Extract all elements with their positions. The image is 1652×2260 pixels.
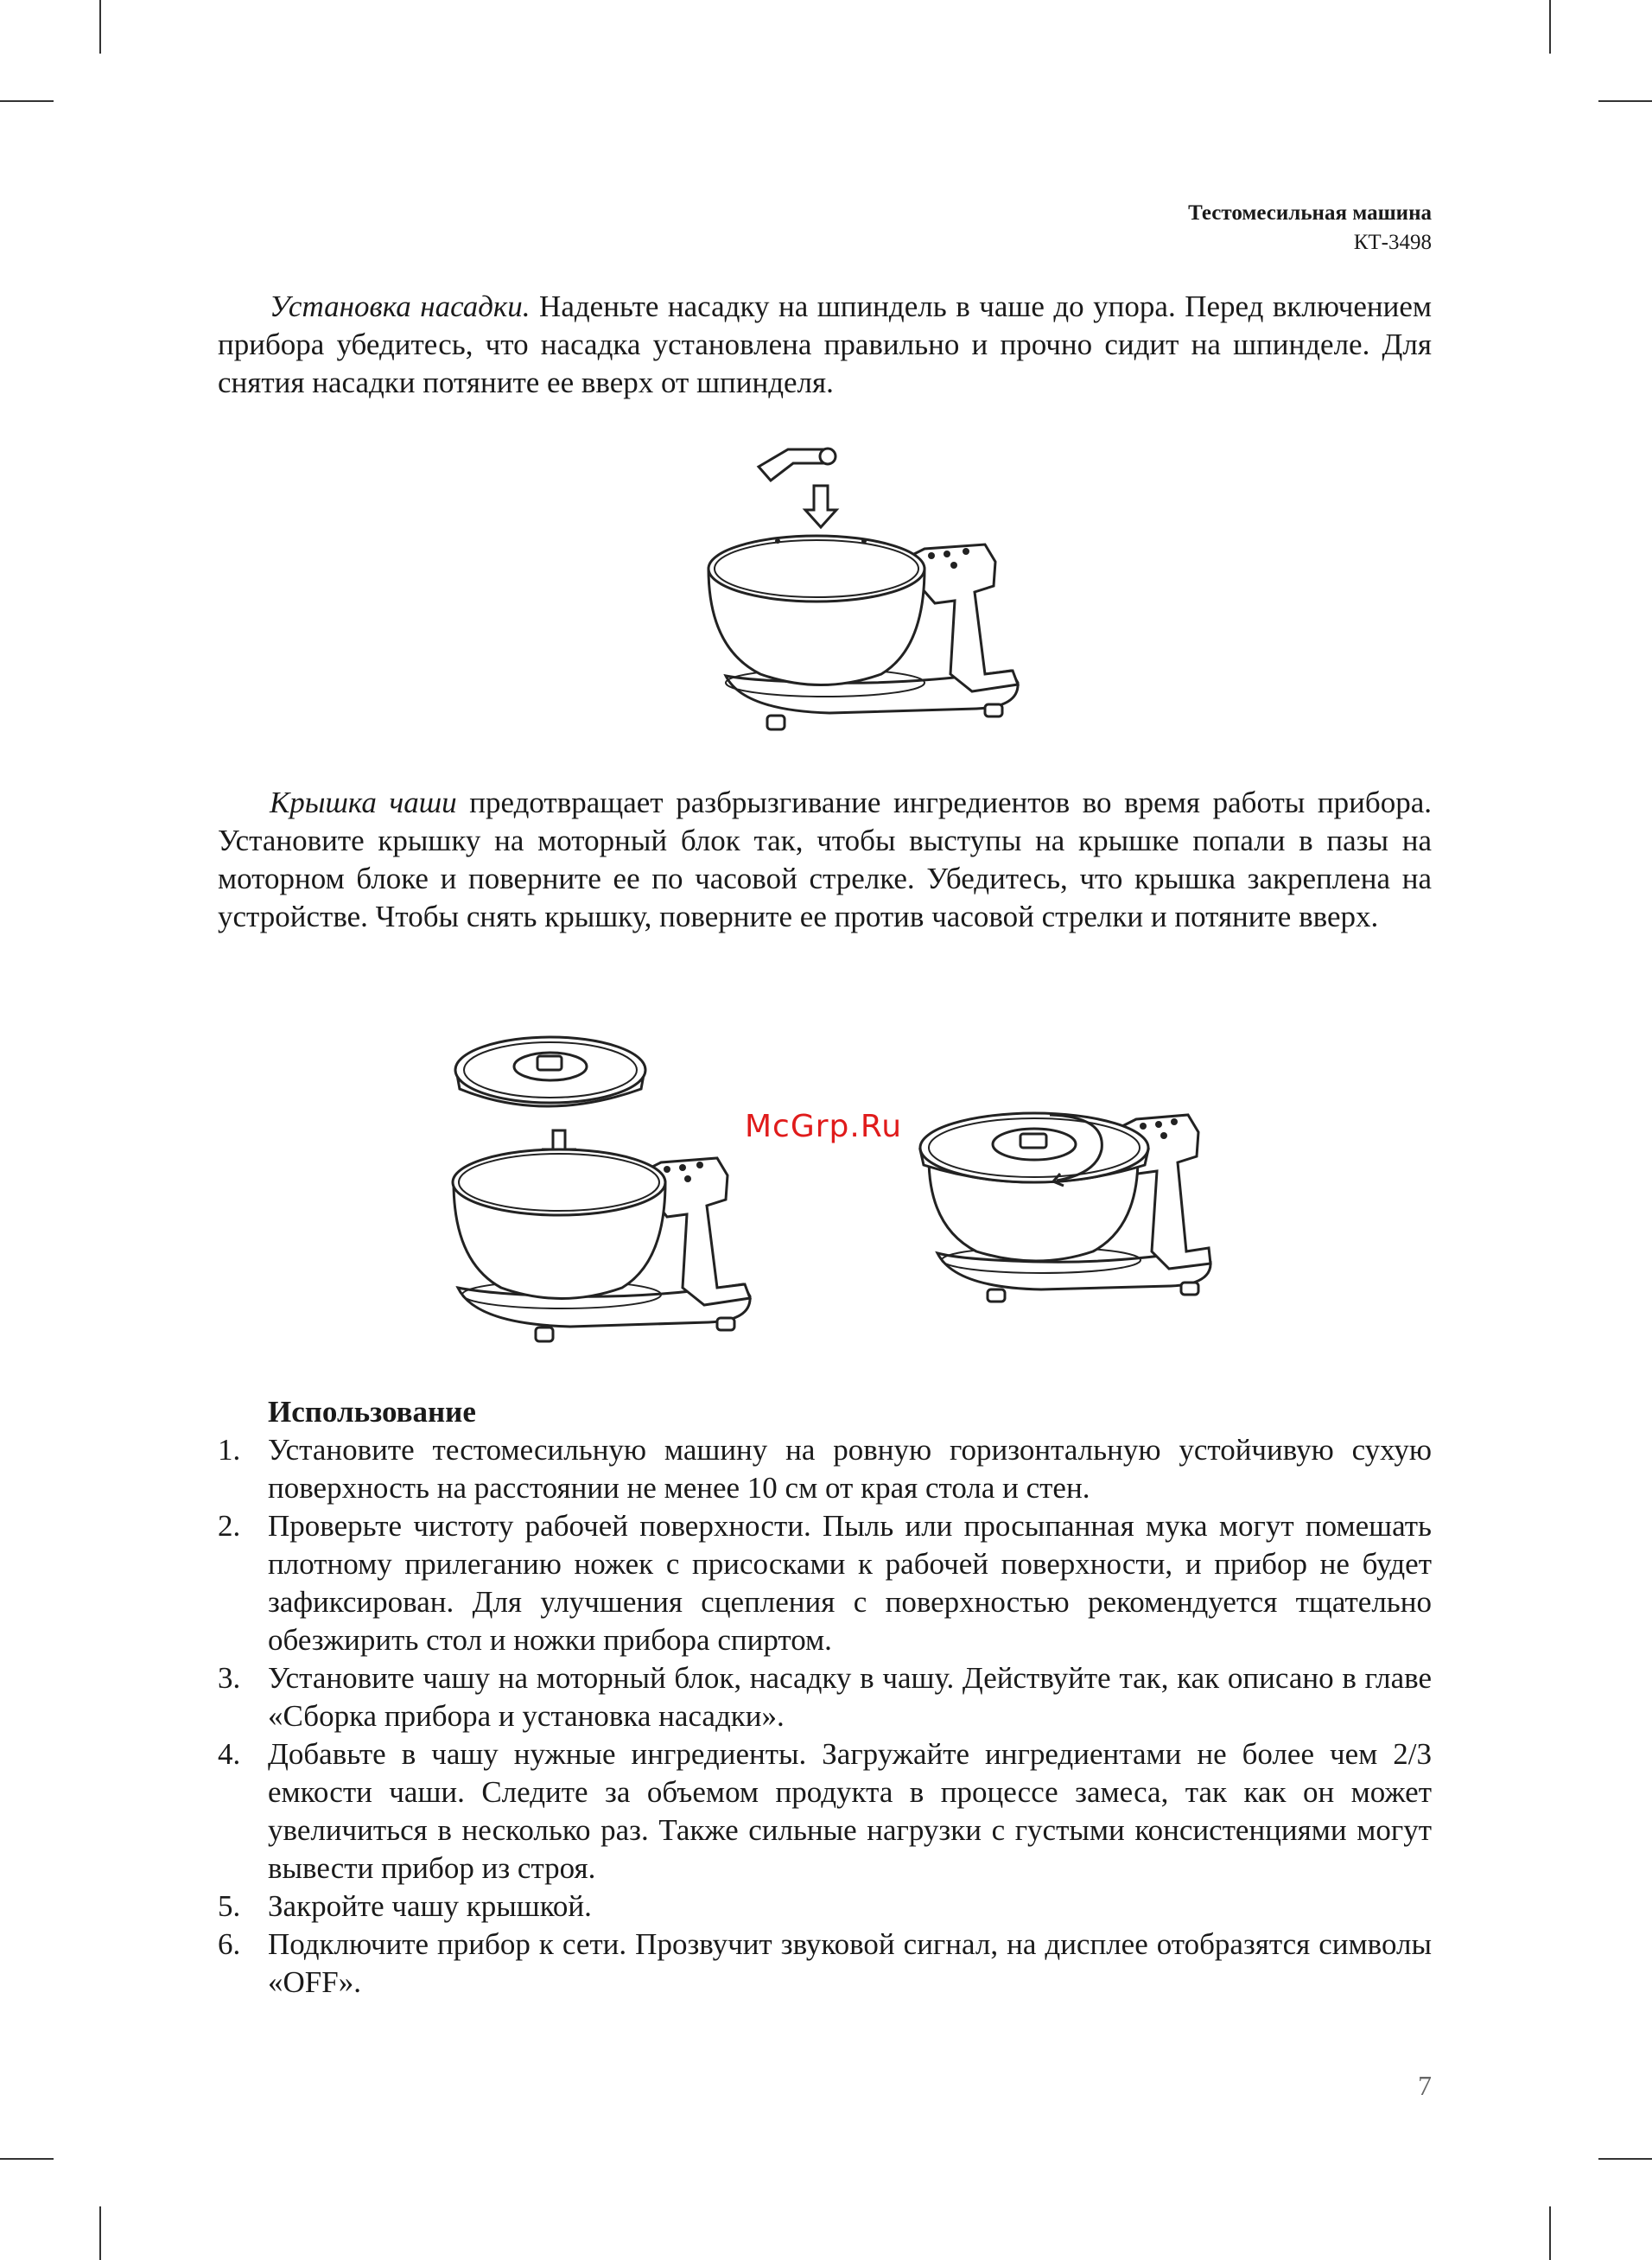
crop-mark [99, 2206, 101, 2260]
header-title: Тестомесильная машина [1188, 201, 1432, 225]
lid-paragraph [218, 784, 1432, 936]
lid-title: Крышка чаши [270, 786, 457, 819]
list-item: 4. Добавьте в чашу нужные ингредиенты. Загружайте ингредиентами не более чем 2/3 емкости чаши. Следите за объемом продукта в процессе замеса, так как он может увеличиться в несколько раз. Также сильные нагрузки с густыми консистенциями могут вывести прибор из строя. [218, 1737, 1432, 1885]
list-item: 5. Закройте чашу крышкой. [218, 1889, 592, 1923]
attachment-install-figure [691, 432, 1037, 752]
usage-list [218, 1431, 1432, 2002]
attachment-title: Установка насадки. [270, 290, 531, 323]
page-number: 7 [1418, 2070, 1432, 2101]
attachment-text: Наденьте насадку на шпиндель в чаше до упора. Перед включением прибора убедитесь, что насадка установлена правильно и прочно сидит на шпинделе. Для снятия насадки потяните ее вверх от шпинделя. [218, 290, 1432, 399]
lid-install-figure [449, 1028, 795, 1366]
crop-mark [0, 2158, 54, 2160]
attachment-paragraph [218, 288, 1432, 402]
list-item: 3. Установите чашу на моторный блок, насадку в чашу. Действуйте так, как описано в главе «Сборка прибора и установка насадки». [218, 1661, 1432, 1733]
page-header [1188, 199, 1432, 258]
crop-mark [99, 0, 101, 54]
crop-mark [0, 100, 54, 102]
crop-mark [1598, 2158, 1652, 2160]
lid-installed-figure [912, 1098, 1240, 1331]
crop-mark [1598, 100, 1652, 102]
watermark: McGrp.Ru [745, 1109, 903, 1144]
usage-heading: Использование [268, 1395, 476, 1429]
crop-mark [1549, 2206, 1551, 2260]
header-model: КТ-3498 [1353, 231, 1432, 254]
list-item: 6. Подключите прибор к сети. Прозвучит звуковой сигнал, на дисплее отобразятся символы «OFF». [218, 1927, 1432, 1999]
crop-mark [1549, 0, 1551, 54]
list-item: 2. Проверьте чистоту рабочей поверхности. Пыль или просыпанная мука могут помешать плотному прилеганию ножек с присосками к рабочей поверхности, и прибор не будет зафиксирован. Для улучшения сцепления с поверхностью рекомендуется тщательно обезжирить стол и ножки прибора спиртом. [218, 1509, 1432, 1657]
lid-text: предотвращает разбрызгивание ингредиентов во время работы прибора. Установите крышку на моторный блок так, чтобы выступы на крышке попали в пазы на моторном блоке и поверните ее по часовой стрелке. Убедитесь, что крышка закреплена на устройстве. Чтобы снять крышку, поверните ее против часовой стрелки и потяните вверх. [218, 786, 1432, 933]
list-item: 1. Установите тестомесильную машину на ровную горизонтальную устойчивую сухую поверхность на расстоянии не менее 10 см от края стола и стен. [218, 1433, 1432, 1505]
